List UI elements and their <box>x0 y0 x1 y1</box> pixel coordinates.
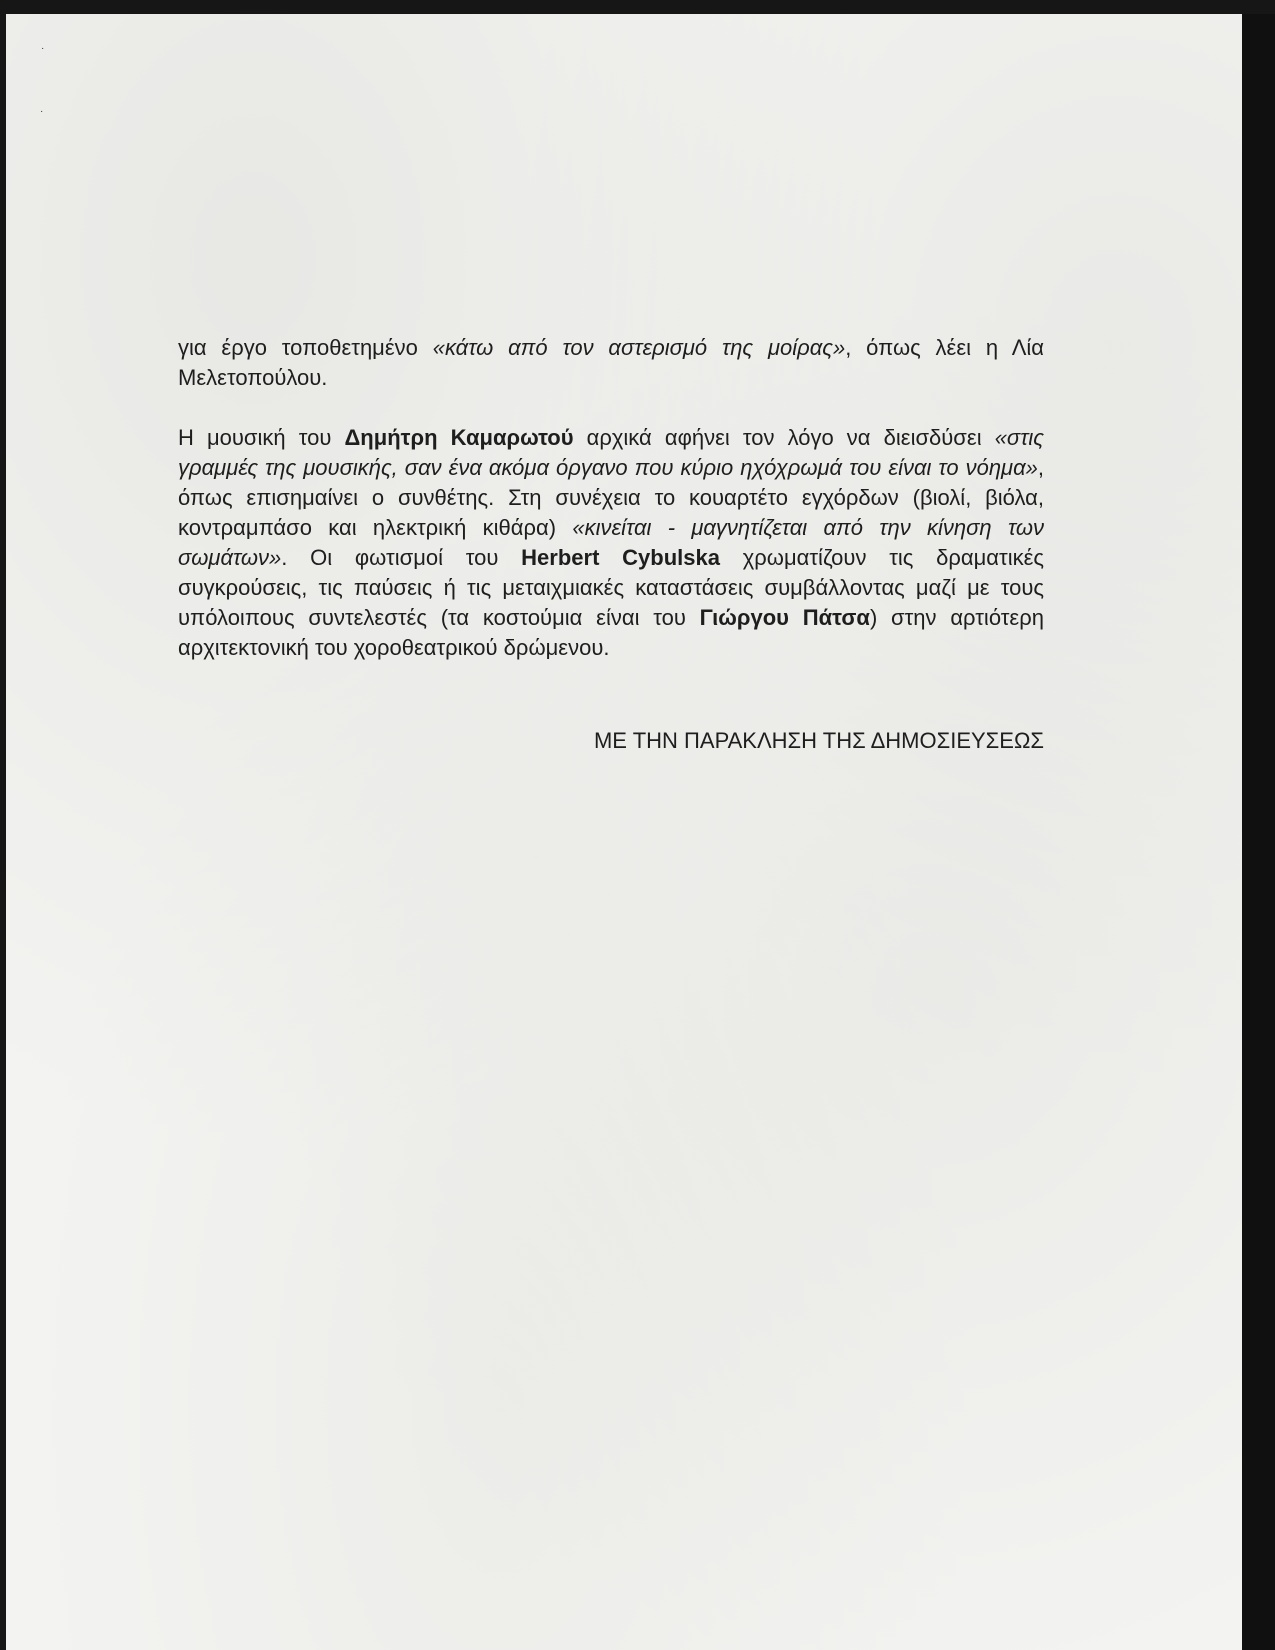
paragraph-1-text-a: για έργο τοποθετημένο <box>178 335 433 360</box>
paragraph-2-text-a: Η μουσική του <box>178 425 345 450</box>
paragraph-2-text-f: ) στην αρτιότερη αρχιτεκτονική του χοροθεατρικού δρώμενου. <box>178 605 1044 660</box>
paragraph-1 <box>178 333 1044 393</box>
paragraph-2-text-e: χρωματίζουν τις δραματικές συγκρούσεις, τις παύσεις ή τις μεταιχμιακές καταστάσεις συμβάλλοντας μαζί με τους υπόλοιπους συντελεστές (τα κοστούμια είναι του <box>178 545 1044 630</box>
paragraph-2 <box>178 423 1044 663</box>
scan-speck: · <box>41 43 45 54</box>
scan-speck: · <box>40 106 44 117</box>
scan-right-edge <box>1242 14 1275 1650</box>
paragraph-2-text-d: . Οι φωτισμοί του <box>281 545 522 570</box>
costume-designer-name: Γιώργου Πάτσα <box>699 605 870 630</box>
paragraph-2-text-b: αρχικά αφήνει τον λόγο να διεισδύσει <box>573 425 995 450</box>
paragraph-1-quote: «κάτω από τον αστερισμό της μοίρας» <box>432 335 846 360</box>
document-page <box>6 14 1242 1650</box>
paragraph-1-text-b: , όπως λέει η Λία Μελετοπούλου. <box>178 335 1045 390</box>
paragraph-2-quote-2: «κινείται - μαγνητίζεται από την κίνηση των σωμάτων» <box>178 515 1044 570</box>
paragraph-2-text-c: , όπως επισημαίνει ο συνθέτης. Στη συνέχεια το κουαρτέτο εγχόρδων (βιολί, βιόλα, κοντραμπάσο και ηλεκτρική κιθάρα) <box>178 455 1044 540</box>
paragraph-2-quote-1: «στις γραμμές της μουσικής, σαν ένα ακόμα όργανο που κύριο ηχόχρωμά του είναι το νόημα» <box>178 425 1045 480</box>
lighting-designer-name: Herbert Cybulska <box>521 545 720 570</box>
composer-name: Δημήτρη Καμαρωτού <box>344 425 574 450</box>
document-body <box>178 333 1044 663</box>
publication-request: ΜΕ ΤΗΝ ΠΑΡΑΚΛΗΣΗ ΤΗΣ ΔΗΜΟΣΙΕΥΣΕΩΣ <box>593 728 1044 753</box>
